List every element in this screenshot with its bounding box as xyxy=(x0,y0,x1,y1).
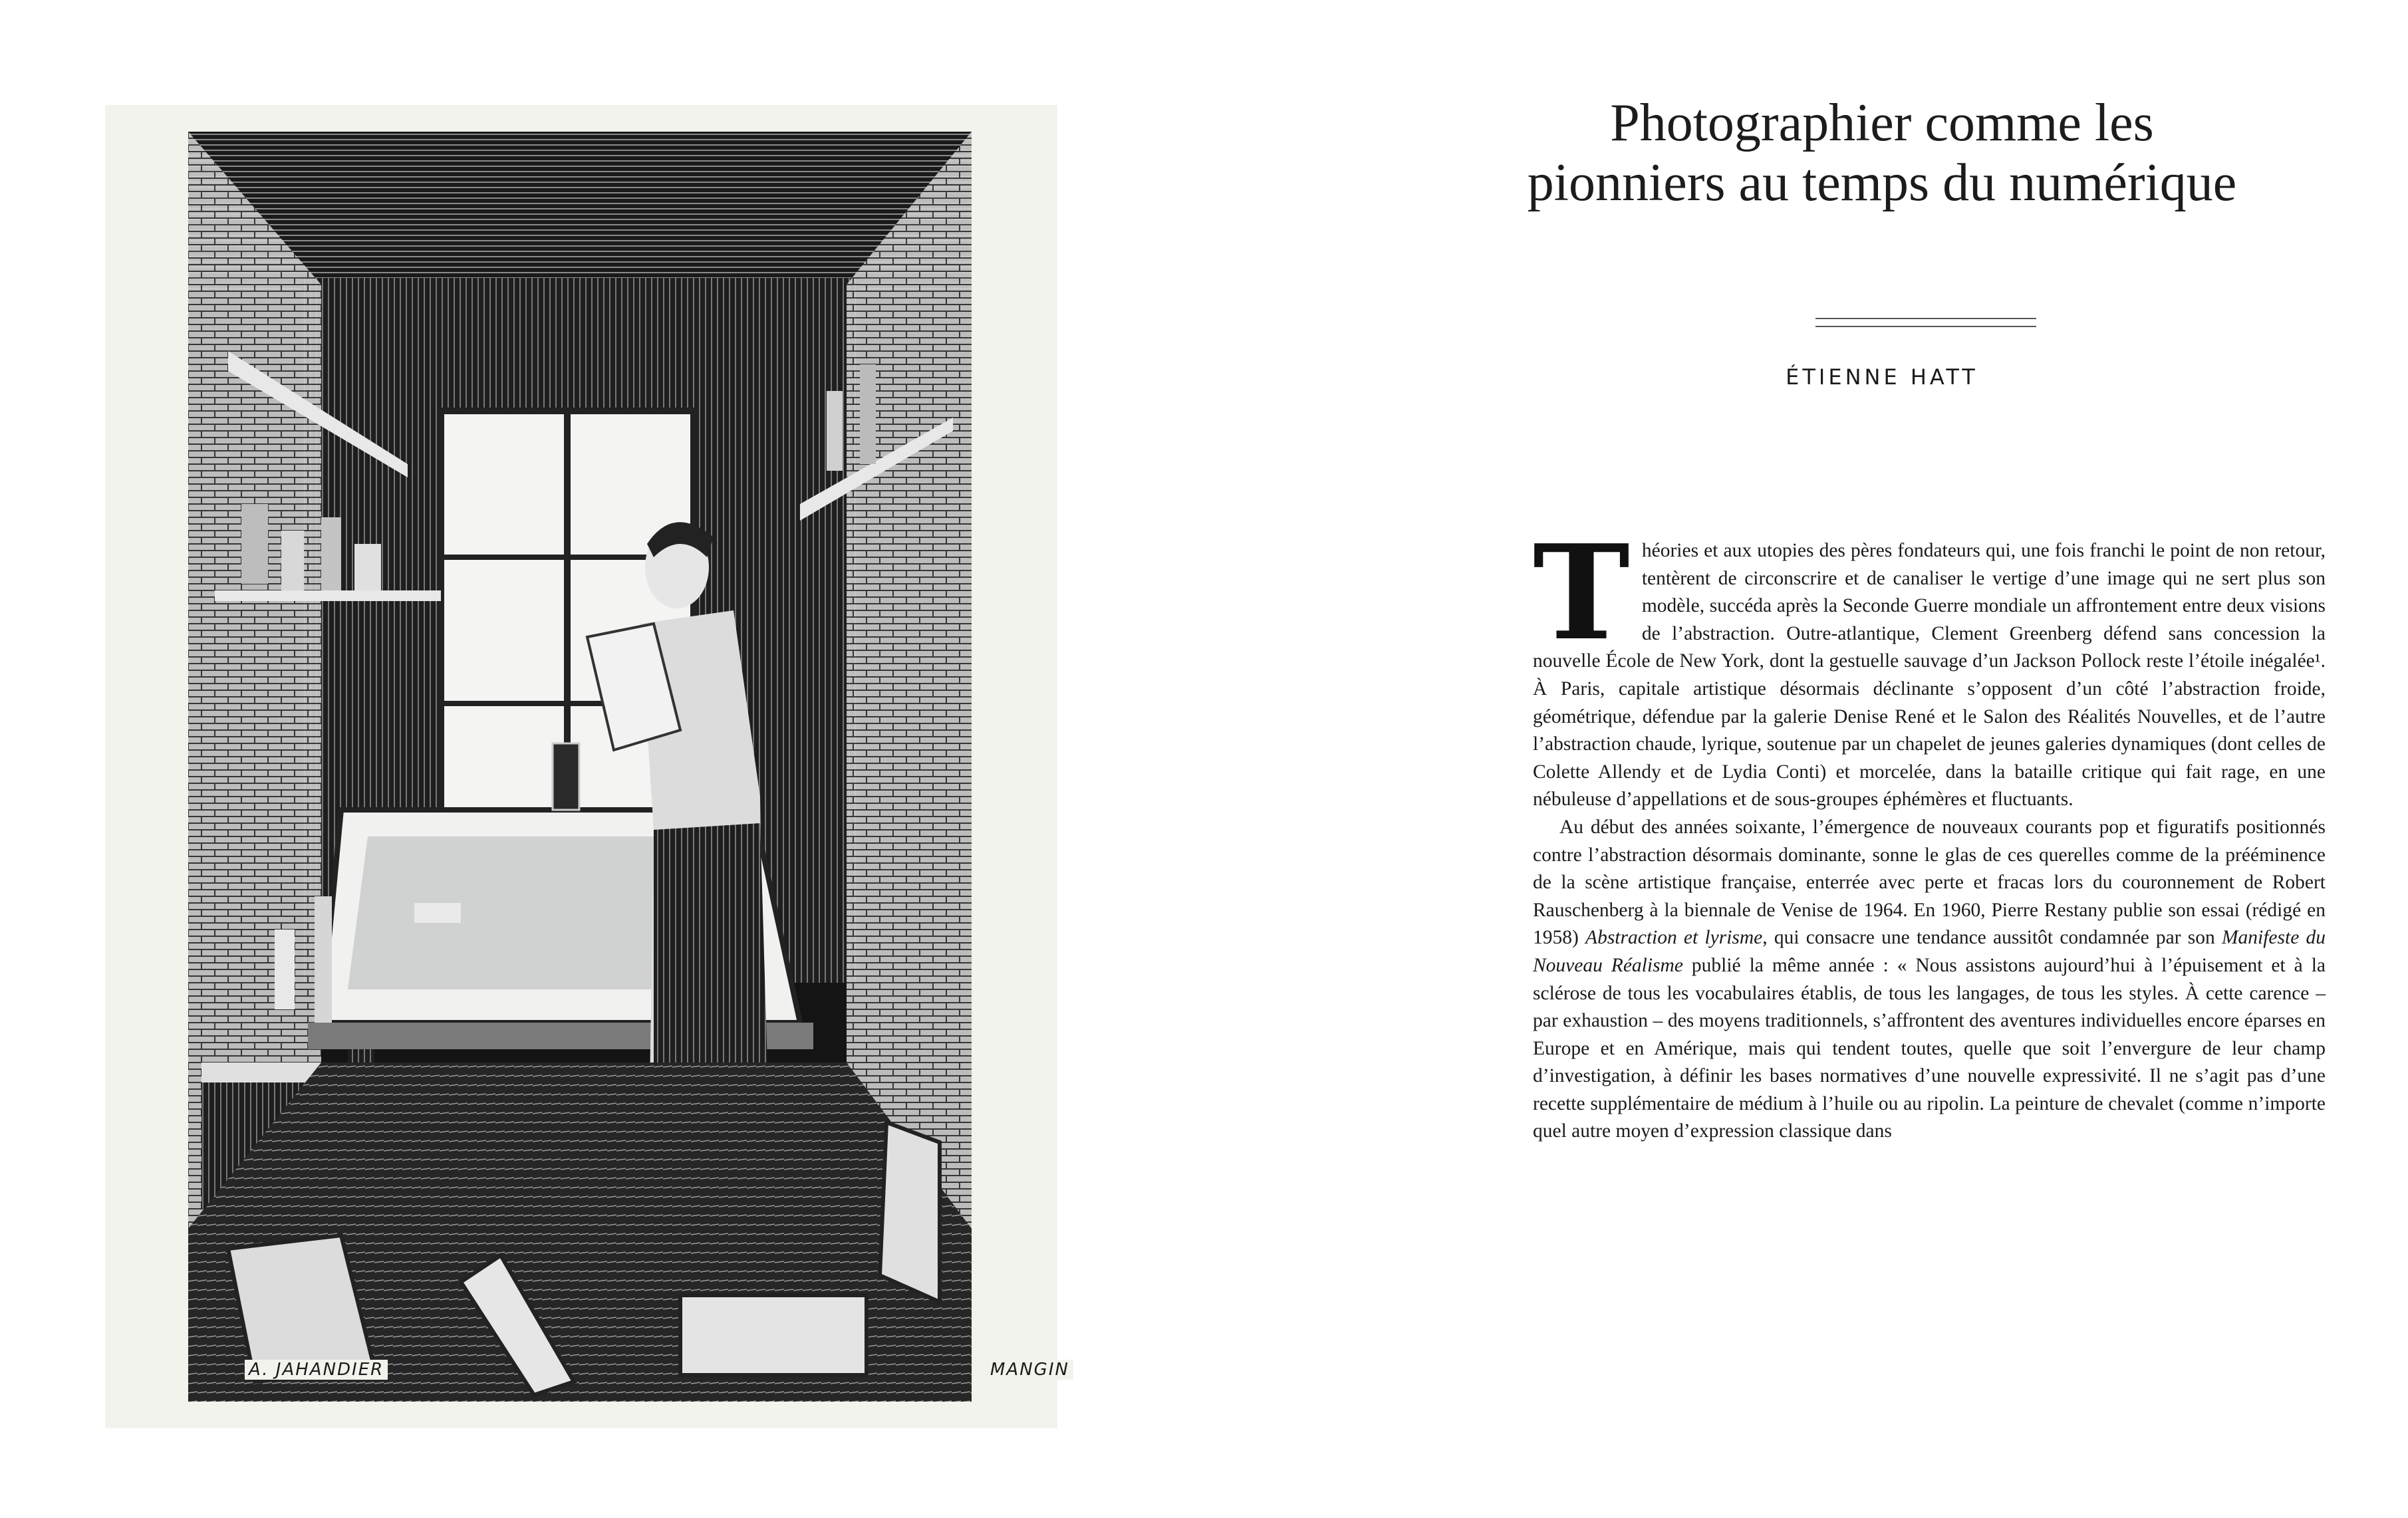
paragraph-2 xyxy=(1533,814,2326,1146)
paragraph-1 xyxy=(1533,517,2326,814)
illustration-plate xyxy=(105,105,1069,1428)
article-body xyxy=(1533,517,2326,1146)
article-title: Photographier comme les pionniers au temps du numérique xyxy=(1527,94,2237,212)
paragraph-1-text: héories et aux utopies des pères fondateurs qui, une fois franchi le point de non retour, tentèrent de circonscrire et de canaliser le vertige d’une image qui ne sert plus son modèle, succéda après la Seconde Guerre mondiale un affrontement entre deux visions de l’abstraction. Outre-atlantique, Clement Greenberg défend sans concession la nouvelle École de New York, dont la gestuelle sauvage d’un Jackson Pollock reste l’étoile inégalée¹. À Paris, capitale artistique désormais déclinante s’opposent d’un côté l’abstraction froide, géométrique, défendue par la galerie Denise René et le Salon des Réalités Nouvelles, et de l’autre l’abstraction chaude, lyrique, soutenue par un chapelet de jeunes galeries dynamiques (dont celles de Colette Allendy et de Lydia Conti) et morcelée, dans la bataille critique qui fait rage, en une nébuleuse d’appellations et de sous-groupes éphémères et fluctuants. xyxy=(1533,540,2326,811)
book-title-abstraction-et-lyrisme: Abstraction et lyrisme xyxy=(1585,927,1763,949)
drop-cap: T xyxy=(1533,517,1630,670)
paragraph-2-text-a: Au début des années soixante, l’émergence de nouveaux courants pop et figuratifs positionnés contre l’abstraction désormais dominante, sonne le glas de ces querelles comme de la prééminence de la scène artistique française, enterrée avec perte et fracas lors du couronnement de Robert Rauschenberg à la biennale de Venise de 1964. En 1960, Pierre Restany publie son essai (rédigé en 1958) xyxy=(1533,816,2326,949)
title-double-rule xyxy=(1815,318,2036,327)
author-name: ÉTIENNE HATT xyxy=(1786,364,1978,390)
paragraph-2-text-c: publié la même année : « Nous assistons aujourd’hui à l’épuisement et à la sclérose de tous les vocabulaires établis, de tous les langages, de tous les styles. À cette carence – par exhaustion – des moyens traditionnels, s’affrontent des aventures individuelles encore éparses en Europe et en Amérique, mais qui tendent toutes, quelle que soit l’envergure de leur champ d’investigation, à définir les bases normatives d’une nouvelle expressivité. Il ne s’agit pas d’une recette supplémentaire de médium à l’huile ou au ripolin. La peinture de chevalet (comme n’importe quel autre moyen d’expression classique dans xyxy=(1533,954,2326,1142)
darkroom-engraving xyxy=(188,132,972,1402)
engraver-signature-right: MANGIN xyxy=(986,1360,1073,1380)
engraver-signature-left: A. JAHANDIER xyxy=(245,1360,388,1380)
book-title-manifeste: Manifeste du Nouveau Réalisme xyxy=(1533,927,2326,976)
paragraph-2-text-b: , qui consacre une tendance aussitôt condamnée par son xyxy=(1762,927,2222,949)
engraving-drawing xyxy=(188,132,972,1402)
